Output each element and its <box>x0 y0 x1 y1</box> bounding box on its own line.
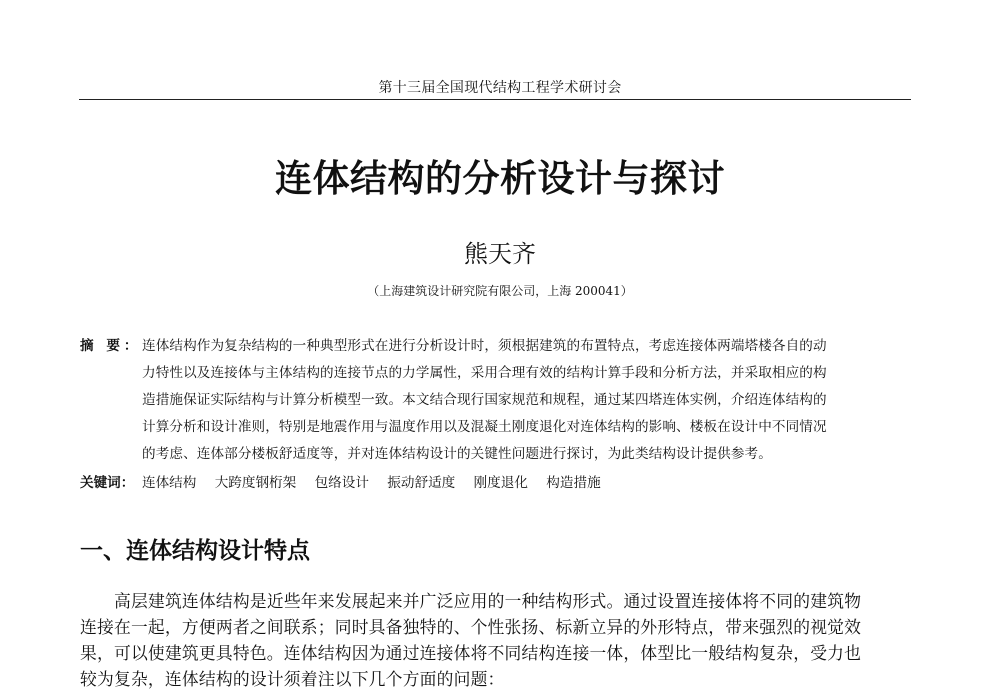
header-rule <box>79 99 911 100</box>
body-line: 果，可以使建筑更具特色。连体结构因为通过连接体将不同结构连接一体，体型比一般结构复杂，受力也 <box>80 643 862 663</box>
body-line: 连接在一起，方便两者之间联系；同时具备独特的、个性张扬、标新立异的外形特点，带来强烈的视觉效 <box>80 617 862 637</box>
abstract-line: 计算分析和设计准则，特别是地震作用与温度作用以及混凝土刚度退化对连体结构的影响、楼板在设计中不同情况 <box>142 419 827 435</box>
keyword: 大跨度钢桁架 <box>214 475 297 491</box>
body-line: 高层建筑连体结构是近些年来发展起来并广泛应用的一种结构形式。通过设置连接体将不同的建筑物 <box>114 591 862 611</box>
author-affiliation: （上海建筑设计研究院有限公司，上海 200041） <box>367 284 633 298</box>
author-name: 熊天齐 <box>464 240 536 268</box>
keywords-label: 关键词： <box>80 475 135 491</box>
section-heading: 一、连体结构设计特点 <box>80 538 310 564</box>
keyword: 刚度退化 <box>473 475 528 491</box>
keywords-list <box>142 471 615 491</box>
keyword: 构造措施 <box>546 475 601 491</box>
paper-title: 连体结构的分析设计与探讨 <box>275 157 725 200</box>
abstract-label: 摘 要： <box>80 338 142 354</box>
body-line: 较为复杂，连体结构的设计须着注以下几个方面的问题： <box>80 669 505 689</box>
conference-header: 第十三届全国现代结构工程学术研讨会 <box>378 80 622 96</box>
abstract-line: 连体结构作为复杂结构的一种典型形式在进行分析设计时，须根据建筑的布置特点，考虑连接体两端塔楼各自的动 <box>142 338 827 354</box>
keyword: 包络设计 <box>314 475 369 491</box>
abstract-line: 力特性以及连接体与主体结构的连接节点的力学属性，采用合理有效的结构计算手段和分析方法，并采取相应的构 <box>142 365 827 381</box>
keyword: 振动舒适度 <box>387 475 456 491</box>
abstract-line: 造措施保证实际结构与计算分析模型一致。本文结合现行国家规范和规程，通过某四塔连体实例，介绍连体结构的 <box>142 392 827 408</box>
abstract-line: 的考虑、连体部分楼板舒适度等，并对连体结构设计的关键性问题进行探讨，为此类结构设计提供参考。 <box>142 446 772 462</box>
keyword: 连体结构 <box>142 475 197 491</box>
